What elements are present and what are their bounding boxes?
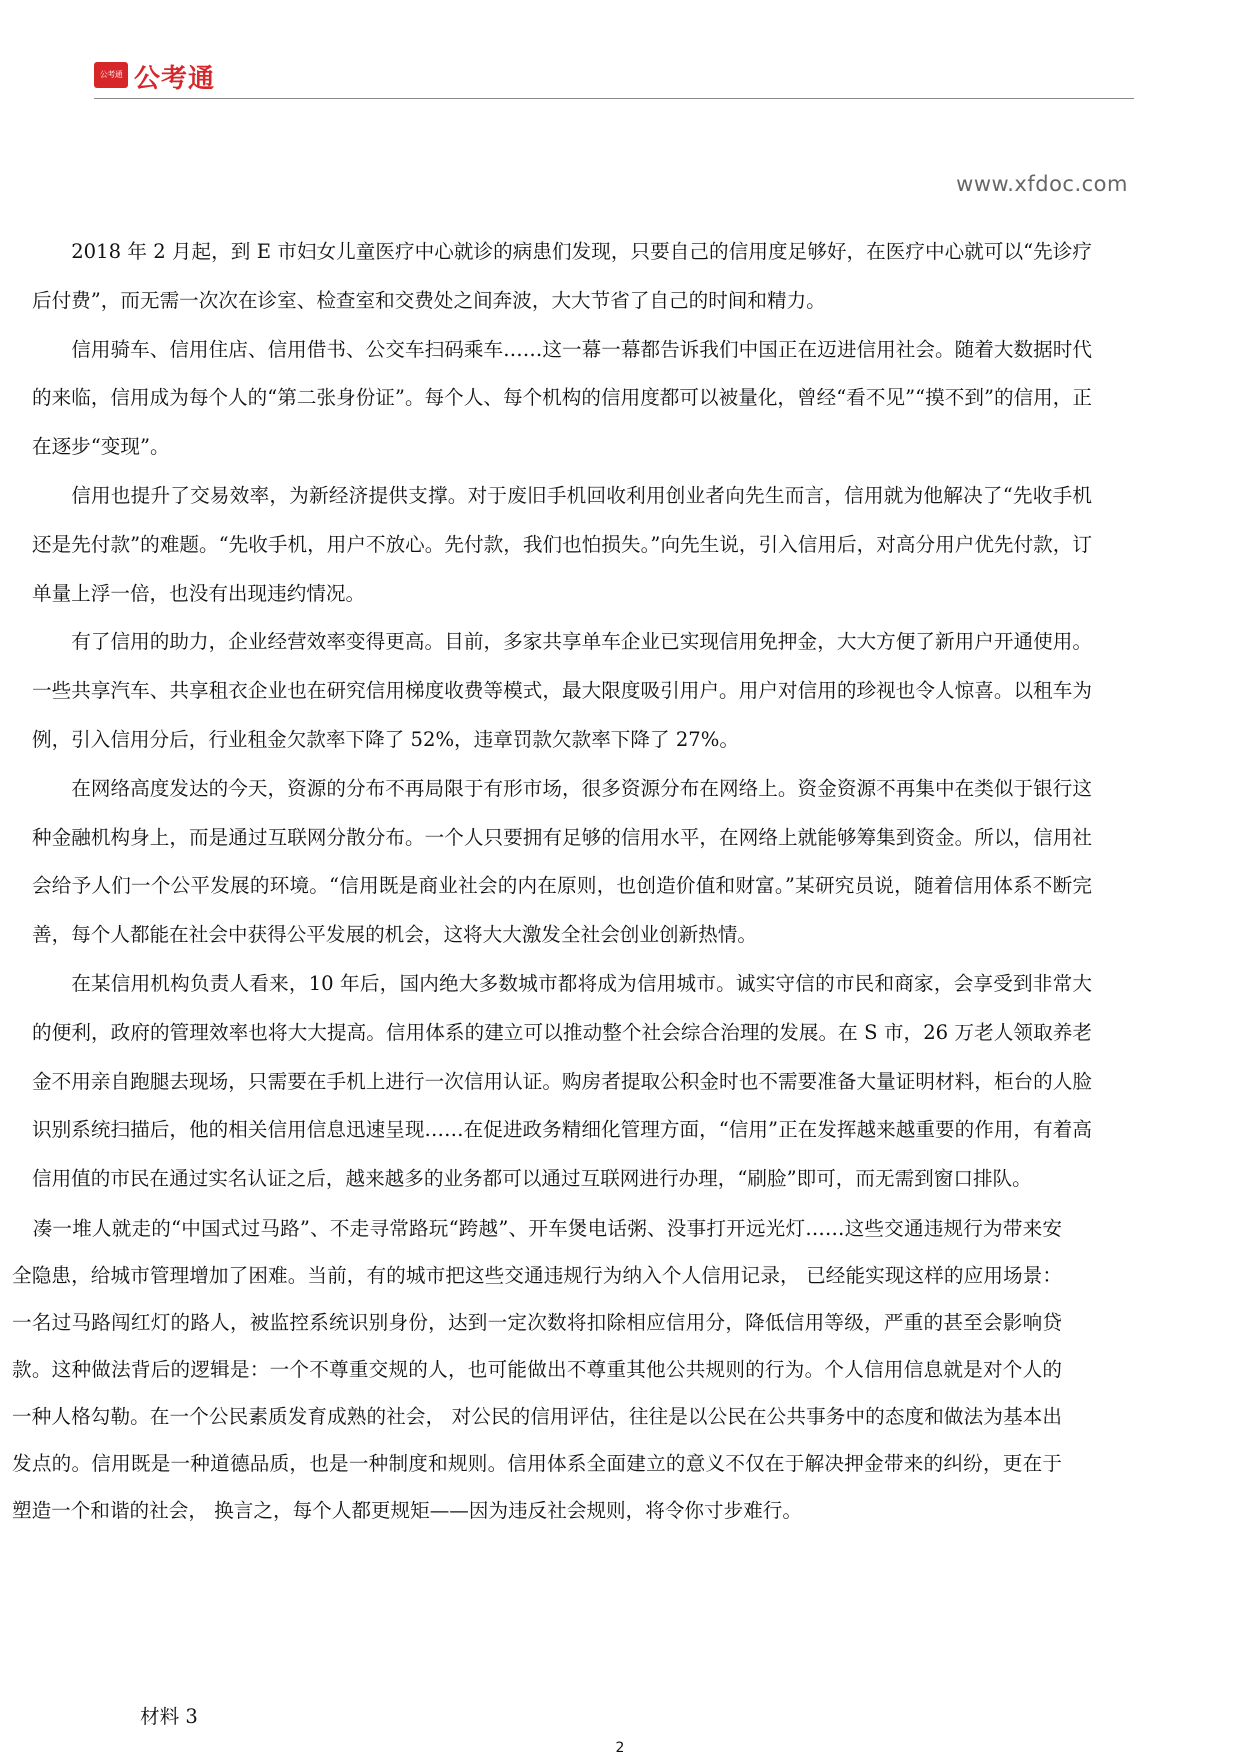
paragraph-1: 2018 年 2 月起，到 E 市妇女儿童医疗中心就诊的病患们发现，只要自己的信用度足够好，在医疗中心就可以“先诊疗后付费”，而无需一次次在诊室、检查室和交费处之间奔波，大大节省了自己的时间和精力。	[32, 240, 1092, 312]
material-label: 材料 3	[140, 1705, 198, 1728]
paragraph-3: 信用也提升了交易效率，为新经济提供支撑。对于废旧手机回收利用创业者向先生而言，信用就为他解决了“先收手机还是先付款”的难题。“先收手机，用户不放心。先付款，我们也怕损失。”向先生说，引入信用后，对高分用户优先付款，订单量上浮一倍，也没有出现违约情况。	[32, 483, 1092, 605]
paragraph-6: 在某信用机构负责人看来，10 年后，国内绝大多数城市都将成为信用城市。诚实守信的市民和商家，会享受到非常大的便利，政府的管理效率也将大大提高。信用体系的建立可以推动整个社会综合治理的发展。在 S 市，26 万老人领取养老金不用亲自跑腿去现场，只需要在手机上进行一次信用认证。购房者提取公积金时也不需要准备大量证明材料，柜台的人脸识别系统扫描后，他的相关信用信息迅速呈现……在促进政务精细化管理方面，“信用”正在发挥越来越重要的作用，有着高信用值的市民在通过实名认证之后，越来越多的业务都可以通过互联网进行办理，“刷脸”即可，而无需到窗口排队。	[32, 971, 1092, 1191]
paragraph-4: 有了信用的助力，企业经营效率变得更高。目前，多家共享单车企业已实现信用免押金，大大方便了新用户开通使用。一些共享汽车、共享租衣企业也在研究信用梯度收费等模式，最大限度吸引用户。用户对信用的珍视也令人惊喜。以租车为例，引入信用分后，行业租金欠款率下降了 52%，违章罚款欠款率下降了 27%。	[32, 630, 1092, 751]
logo-text: 公考通	[134, 64, 216, 94]
logo-badge-icon: 公考通	[94, 62, 128, 88]
document-body	[12, 228, 1092, 1534]
paragraph-7: 凑一堆人就走的“中国式过马路”、不走寻常路玩“跨越”、开车煲电话粥、没事打开远光灯……这些交通违规行为带来安全隐患，给城市管理增加了困难。当前，有的城市把这些交通违规行为纳入个人信用记录， 已经能实现这样的应用场景：一名过马路闯红灯的路人，被监控系统识别身份，达到一定次数将扣除相应信用分，降低信用等级，严重的甚至会影响贷款。这种做法背后的逻辑是：一个不尊重交规的人，也可能做出不尊重其他公共规则的行为。个人信用信息就是对个人的一种人格勾勒。在一个公民素质发育成熟的社会， 对公民的信用评估，往往是以公民在公共事务中的态度和做法为基本出发点的。信用既是一种道德品质，也是一种制度和规则。信用体系全面建立的意义不仅在于解决押金带来的纠纷，更在于塑造一个和谐的社会， 换言之，每个人都更规矩——因为违反社会规则，将令你寸步难行。	[12, 1216, 1062, 1522]
page-number: 2	[615, 1740, 625, 1756]
site-url: www.xfdoc.com	[956, 172, 1128, 196]
paragraph-2: 信用骑车、信用住店、信用借书、公交车扫码乘车……这一幕一幕都告诉我们中国正在迈进信用社会。随着大数据时代的来临，信用成为每个人的“第二张身份证”。每个人、每个机构的信用度都可以被量化，曾经“看不见”“摸不到”的信用，正在逐步“变现”。	[32, 337, 1092, 459]
paragraph-5: 在网络高度发达的今天，资源的分布不再局限于有形市场，很多资源分布在网络上。资金资源不再集中在类似于银行这种金融机构身上，而是通过互联网分散分布。一个人只要拥有足够的信用水平，在网络上就能够筹集到资金。所以，信用社会给予人们一个公平发展的环境。“信用既是商业社会的内在原则，也创造价值和财富。”某研究员说，随着信用体系不断完善，每个人都能在社会中获得公平发展的机会，这将大大激发全社会创业创新热情。	[32, 776, 1092, 947]
page-header	[94, 60, 1134, 99]
